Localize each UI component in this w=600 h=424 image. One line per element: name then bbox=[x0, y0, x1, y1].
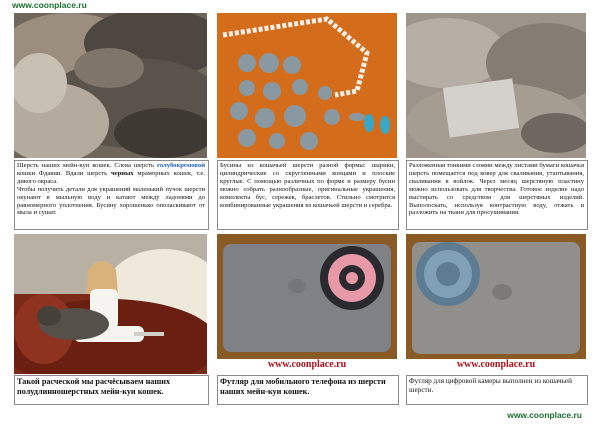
photo-girl-with-cat bbox=[14, 234, 207, 374]
caption-wool bbox=[17, 162, 205, 228]
site-url-bottom[interactable]: www.coonplace.ru bbox=[507, 410, 582, 420]
photo-phone-case bbox=[217, 234, 397, 359]
caption-camera-case: Футляр для цифровой камеры выполнен из кошачьей шерсти. bbox=[409, 377, 572, 394]
watermark-camera-case: www.coonplace.ru bbox=[456, 359, 536, 370]
caption-wool-text-2: кошки Фдавии. Вдали шерсть bbox=[17, 169, 111, 177]
caption-phone-case: Футляр для мобильного телефона из шерсти наших мейн-куи кошек. bbox=[220, 377, 386, 396]
watermark-phone-case: www.coonplace.ru bbox=[267, 359, 347, 370]
caption-beads: Бусины из кошачьей шерсти разной формы: шарики, цилиндрические со скругленными концами и плоские круглые. С помощью различных по форме и размеру бусин можно собрать разнообразные, оригинальные украшения, комплекты бус, сережек, браслетов. Стильно смотрится комбинированные украшения из кошачьей шерсти и серебра. bbox=[220, 162, 395, 209]
caption-wool-text-4: Чтобы получить детали для украшений маленький пучок шерсти окунают в мыльную воду и катают между ладонями до равномерного уплотнения. Бусину хорошенько ополаскивают от мыла и сушат. bbox=[17, 185, 205, 217]
caption-felting: Разложенная тонкими слоями между листами бумаги кошачья шерсть помещается под ковер для сваливания, утаптывания, сваливания в войлок. Через месяц шерстяную пластину можно использовать для творчества. Готовое изделие надо выстирать со средством для шерстяных изделий. Выполоскать, используя контрастную воду, отжать и разложить на ткани для просушивания. bbox=[409, 162, 584, 217]
photo-camera-case bbox=[406, 234, 586, 359]
caption-wool-highlight: голубокремовой bbox=[157, 162, 205, 169]
caption-girl: Такой расческой мы расчёсываем наших полудлинношерстных мейн-куи кошек. bbox=[17, 377, 171, 396]
photo-felt-beads bbox=[217, 13, 397, 158]
caption-wool-text-1: Шерсть наших мейн-куи кошек. Слева шерсть bbox=[17, 162, 157, 169]
caption-wool-bold: черных bbox=[111, 169, 134, 177]
photo-felting-sheets bbox=[406, 13, 586, 158]
caption-wool-text-3: мраморных кошек, т.е. дикого окраса. bbox=[17, 169, 205, 185]
site-url-top[interactable]: www.coonplace.ru bbox=[12, 0, 87, 10]
photo-cat-wool bbox=[14, 13, 207, 158]
